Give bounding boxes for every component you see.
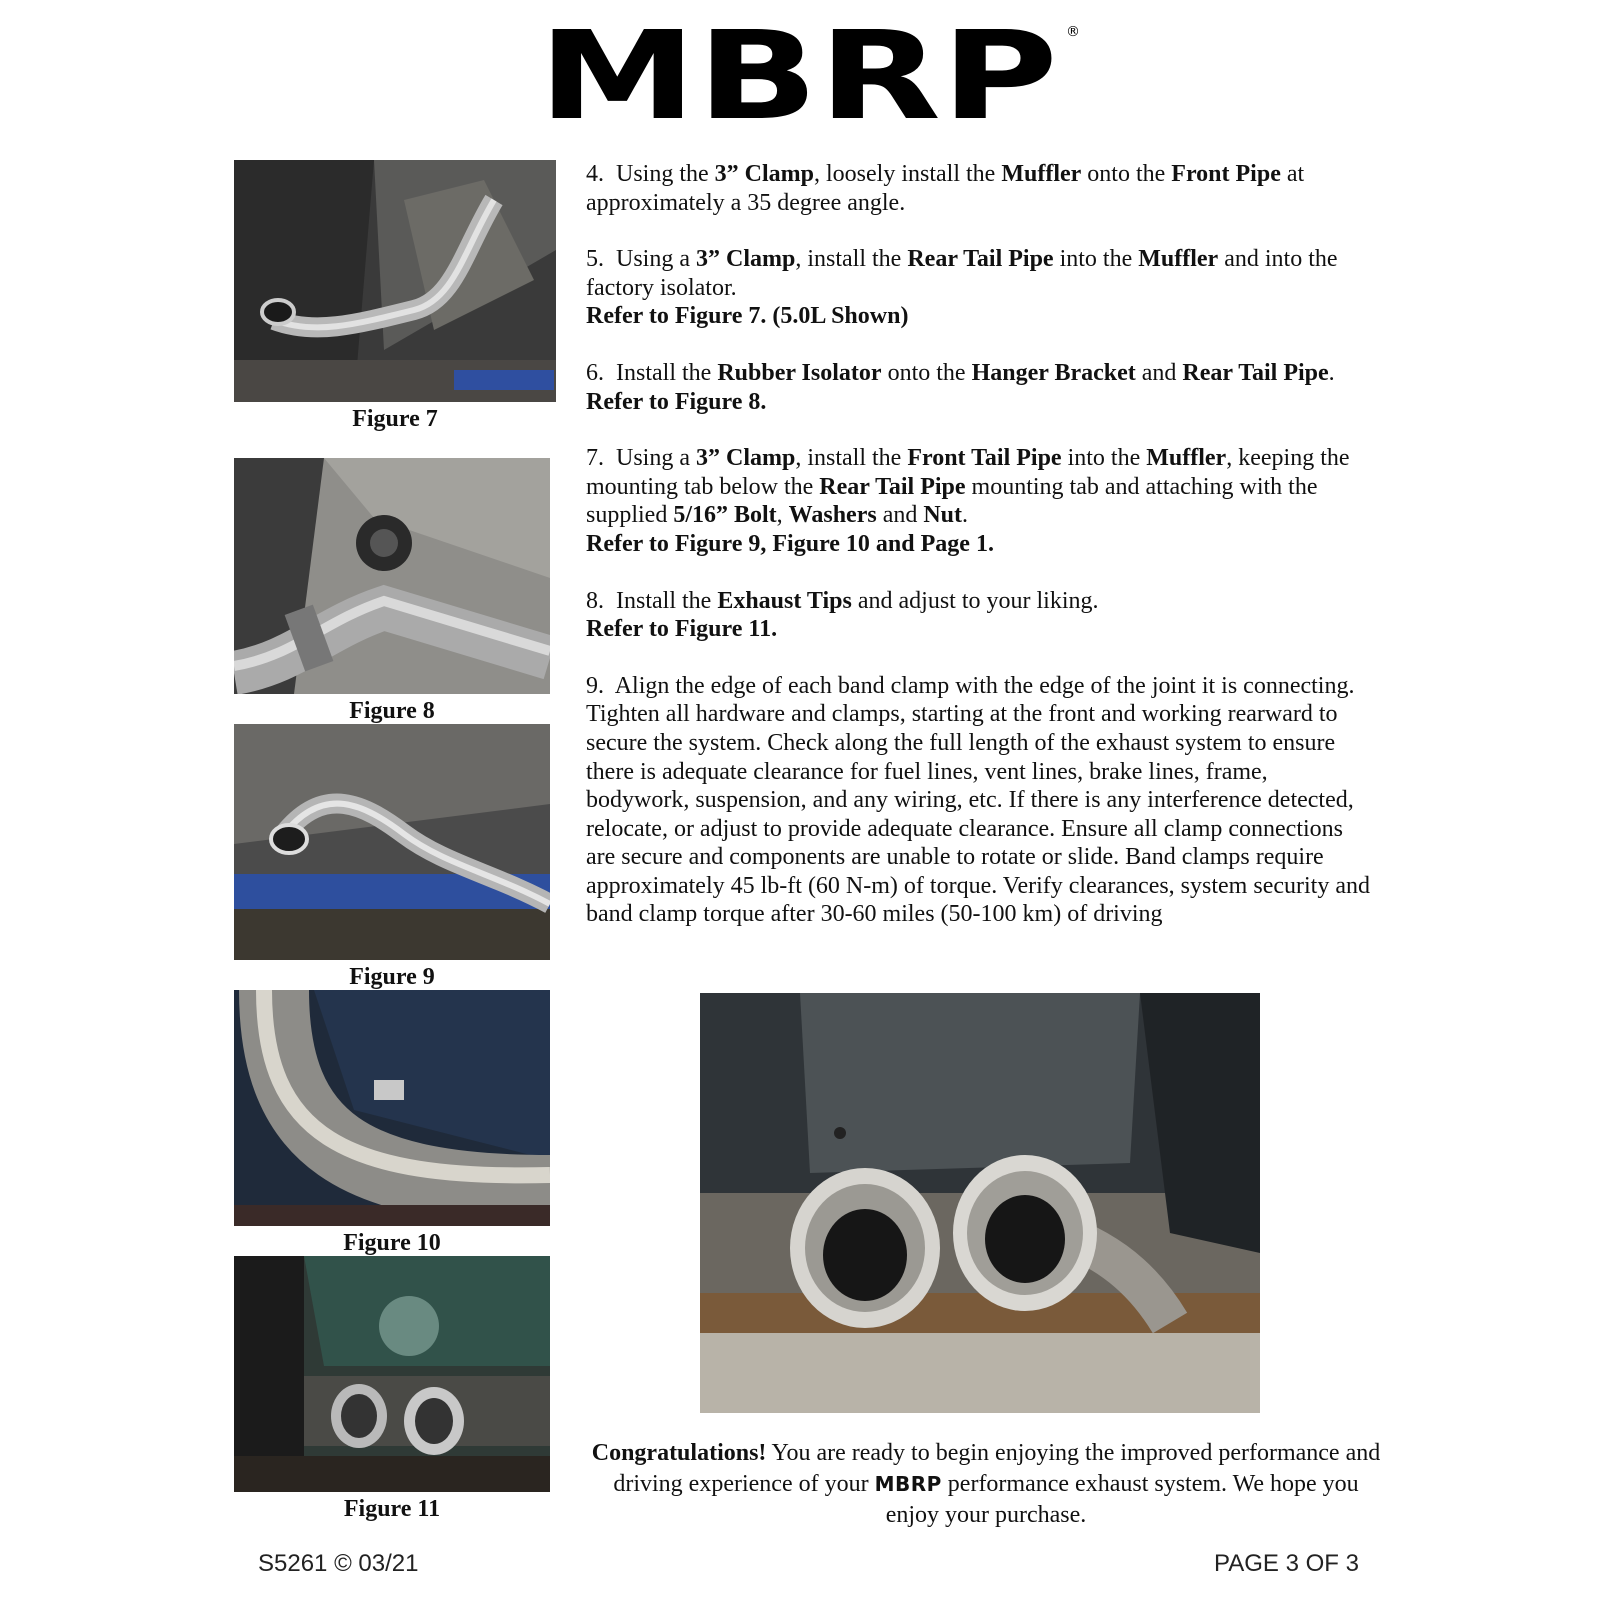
step-text: , <box>776 502 789 529</box>
step-6 <box>586 359 1376 416</box>
instruction-steps <box>586 160 1376 957</box>
step-8-reference: Refer to Figure 11. <box>586 616 778 643</box>
step-7-reference: Refer to Figure 9, Figure 10 and Page 1. <box>586 530 994 557</box>
step-text: into the <box>1061 445 1147 472</box>
step-9 <box>586 672 1376 929</box>
step-text: Using a <box>616 246 696 273</box>
figure-8-caption: Figure 8 <box>349 698 435 724</box>
step-bold: Rear Tail Pipe <box>1182 359 1329 386</box>
step-bold: Muffler <box>1138 246 1219 273</box>
figure-7 <box>234 160 556 434</box>
figure-10-caption: Figure 10 <box>343 1230 441 1256</box>
figure-9-caption: Figure 9 <box>349 964 435 990</box>
step-number: 8. <box>586 587 604 614</box>
step-number: 9. <box>586 672 604 699</box>
step-bold: 5/16” Bolt <box>673 502 777 529</box>
inline-mbrp-logo: MBRP <box>874 1472 942 1496</box>
figure-11-photo <box>234 1256 550 1492</box>
step-number: 4. <box>586 161 604 187</box>
step-text: Install the <box>616 359 718 386</box>
step-8 <box>586 587 1376 644</box>
step-5-reference: Refer to Figure 7. (5.0L Shown) <box>586 303 909 330</box>
congrats-text-1: You are ready to begin enjoying the improved performance and driving experience of your <box>613 1440 1381 1497</box>
step-bold: Muffler <box>1146 445 1227 472</box>
congrats-text-2: performance exhaust system. We hope you enjoy your purchase. <box>885 1471 1359 1528</box>
step-bold: 3” Clamp <box>696 445 796 472</box>
step-bold: Rubber Isolator <box>717 359 882 386</box>
step-text: Using the <box>616 161 715 187</box>
logo-wordmark: MBRP <box>538 18 1058 126</box>
step-7 <box>586 444 1376 558</box>
step-text: onto the <box>1081 161 1172 187</box>
page-number: PAGE 3 OF 3 <box>1214 1550 1359 1577</box>
mbrp-logo <box>538 18 1082 126</box>
exhaust-tips-photo <box>700 993 1260 1413</box>
registered-mark: ® <box>1066 24 1080 40</box>
step-text: at approximately a 35 degree angle. <box>586 161 1305 216</box>
step-bold: 3” Clamp <box>714 161 815 187</box>
mbrp-logo-graphic <box>538 18 1082 126</box>
step-number: 7. <box>586 445 604 472</box>
step-bold: Front Pipe <box>1171 161 1281 187</box>
figure-8 <box>234 458 550 726</box>
step-bold: 3” Clamp <box>696 246 796 273</box>
step-bold: Front Tail Pipe <box>907 445 1062 472</box>
congrats-bold: Congratulations! <box>591 1440 767 1466</box>
figure-7-photo <box>234 160 556 402</box>
step-bold: Hanger Bracket <box>971 359 1136 386</box>
step-text: . <box>1328 359 1335 386</box>
step-text: Using a <box>616 445 696 472</box>
figure-10 <box>234 990 550 1258</box>
figure-11 <box>234 1256 550 1524</box>
step-4 <box>586 160 1376 217</box>
figure-10-photo <box>234 990 550 1226</box>
step-text: , install the <box>795 246 908 273</box>
figure-9 <box>234 724 550 992</box>
step-text: . <box>962 502 969 529</box>
figure-9-photo <box>234 724 550 960</box>
congratulations-message <box>586 1438 1386 1531</box>
step-number: 6. <box>586 359 604 386</box>
step-text: mounting tab and attaching with the supplied <box>586 473 1318 529</box>
step-6-reference: Refer to Figure 8. <box>586 388 767 415</box>
step-bold: Muffler <box>1001 161 1082 187</box>
step-bold: Exhaust Tips <box>717 587 852 614</box>
document-id: S5261 © 03/21 <box>258 1550 419 1577</box>
step-text: , keeping the mounting tab below the <box>586 445 1350 500</box>
step-text: into the <box>1053 246 1139 273</box>
step-text: and adjust to your liking. <box>851 587 1099 614</box>
step-5 <box>586 245 1376 331</box>
step-bold: Rear Tail Pipe <box>907 246 1054 273</box>
step-9-text: Align the edge of each band clamp with the edge of the joint it is connecting. Tighten all hardware and clamps, starting at the front and working rearward to secure the system. Check along the full length of the exhaust system to ensure there is adequate clearance for fuel lines, vent lines, brake lines, frame, bodywork, suspension, and any wiring, etc. If there is any interference detected, relocate, or adjust to provide adequate clearance. Ensure all clamp connections are secure and components are unable to rotate or slide. Band clamps require approximately 45 lb-ft (60 N-m) of torque. Verify clearances, system security and band clamp torque after 30-60 miles (50-100 km) of driving <box>586 672 1370 928</box>
step-bold: Rear Tail Pipe <box>819 473 966 500</box>
step-bold: Nut <box>923 502 963 529</box>
step-text: , loosely install the <box>814 161 1002 187</box>
figure-11-caption: Figure 11 <box>343 1496 441 1522</box>
step-text: and into the factory isolator. <box>586 246 1338 301</box>
step-number: 5. <box>586 246 604 273</box>
figure-7-caption: Figure 7 <box>352 406 438 432</box>
step-text: onto the <box>881 359 972 386</box>
step-bold: Washers <box>788 502 877 529</box>
step-text: and <box>876 502 924 529</box>
figure-8-photo <box>234 458 550 694</box>
step-text: Install the <box>616 587 718 614</box>
step-text: , install the <box>795 445 908 472</box>
step-text: and <box>1135 359 1183 386</box>
